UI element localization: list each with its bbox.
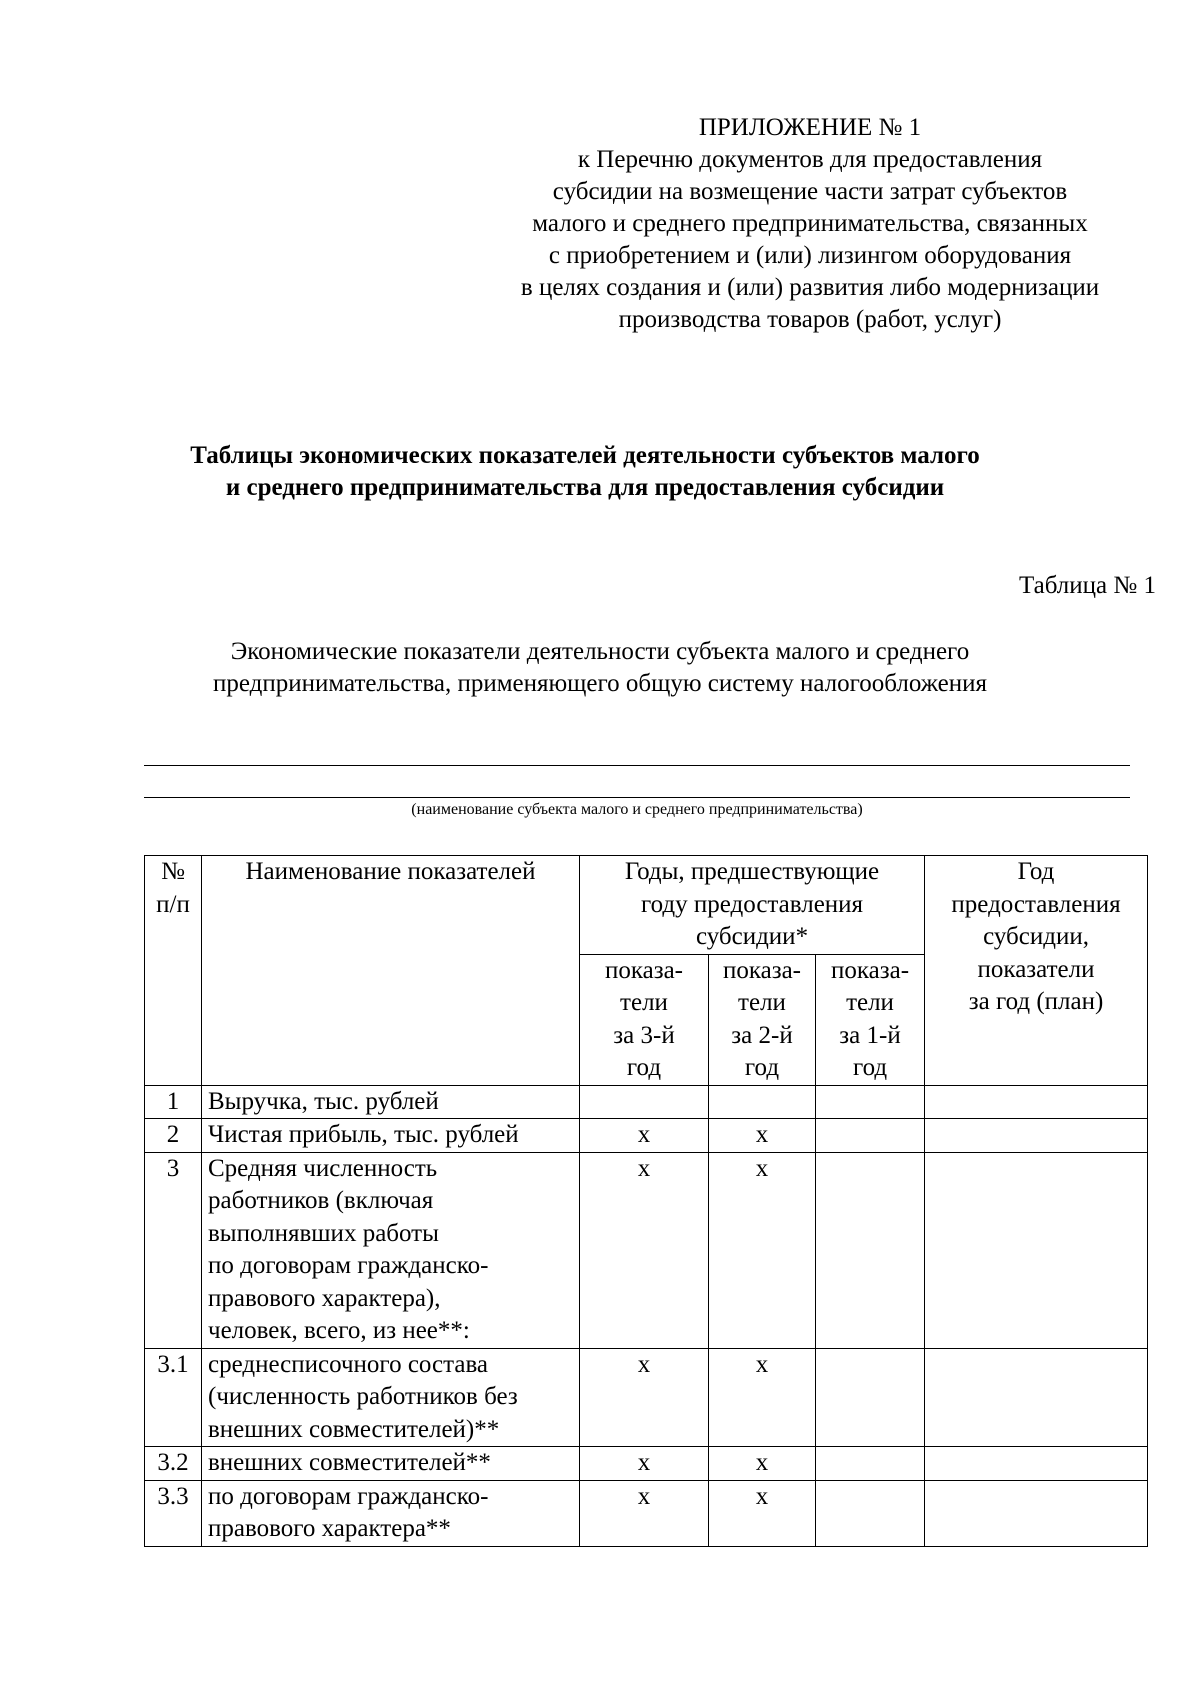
row-name: по договорам гражданско- правового характера**	[202, 1480, 580, 1546]
table-title-line: предпринимательства, применяющего общую систему налогообложения	[212, 670, 988, 697]
header-name: Наименование показателей	[202, 856, 580, 1086]
cell-year-2: х	[709, 1348, 816, 1447]
cell-year-1[interactable]	[816, 1447, 925, 1481]
cell-year-3: х	[580, 1447, 709, 1481]
row-num: 3.3	[145, 1480, 202, 1546]
row-num: 1	[145, 1085, 202, 1119]
header-year-3: показа- тели за 3-й год	[580, 954, 709, 1085]
cell-plan[interactable]	[925, 1480, 1148, 1546]
cell-plan[interactable]	[925, 1119, 1148, 1153]
table-title-line: Экономические показатели деятельности субъекта малого и среднего	[230, 638, 970, 665]
row-num: 2	[145, 1119, 202, 1153]
document-title-line: Таблицы экономических показателей деятельности субъектов малого	[190, 442, 980, 469]
cell-year-1[interactable]	[816, 1152, 925, 1348]
appendix-line: в целях создания и (или) развития либо модернизации	[520, 274, 1100, 301]
row-num: 3.1	[145, 1348, 202, 1447]
cell-year-1[interactable]	[816, 1085, 925, 1119]
appendix-line: к Перечню документов для предоставления	[577, 146, 1043, 173]
cell-year-2: х	[709, 1152, 816, 1348]
cell-plan[interactable]	[925, 1085, 1148, 1119]
table-row	[145, 1447, 1148, 1481]
table-row	[145, 1480, 1148, 1546]
row-name: Выручка, тыс. рублей	[202, 1085, 580, 1119]
entity-name-caption: (наименование субъекта малого и среднего предпринимательства)	[411, 801, 863, 818]
cell-plan[interactable]	[925, 1152, 1148, 1348]
appendix-title: ПРИЛОЖЕНИЕ № 1	[698, 114, 922, 141]
cell-year-2: х	[709, 1447, 816, 1481]
cell-year-3: х	[580, 1348, 709, 1447]
table-row	[145, 1119, 1148, 1153]
document-title-line: и среднего предпринимательства для предоставления субсидии	[225, 474, 945, 501]
appendix-header	[460, 112, 1160, 336]
cell-plan[interactable]	[925, 1447, 1148, 1481]
row-name: Чистая прибыль, тыс. рублей	[202, 1119, 580, 1153]
header-plan: Год предоставления субсидии, показатели за год (план)	[925, 856, 1148, 1086]
row-num: 3.2	[145, 1447, 202, 1481]
table-header-row	[145, 856, 1148, 955]
cell-year-2[interactable]	[709, 1085, 816, 1119]
document-title	[80, 440, 1090, 504]
cell-year-1[interactable]	[816, 1348, 925, 1447]
cell-year-2: х	[709, 1480, 816, 1546]
table-row	[145, 1085, 1148, 1119]
appendix-line: субсидии на возмещение части затрат субъектов	[552, 178, 1068, 205]
table-title	[100, 636, 1100, 700]
cell-year-3: х	[580, 1119, 709, 1153]
cell-year-3: х	[580, 1152, 709, 1348]
table-row	[145, 1152, 1148, 1348]
appendix-line: производства товаров (работ, услуг)	[618, 306, 1002, 333]
table-number: Таблица № 1	[1018, 572, 1156, 599]
cell-plan[interactable]	[925, 1348, 1148, 1447]
appendix-line: малого и среднего предпринимательства, связанных	[532, 210, 1088, 237]
row-name: внешних совместителей**	[202, 1447, 580, 1481]
appendix-line: с приобретением и (или) лизингом оборудования	[548, 242, 1072, 269]
row-name: среднесписочного состава (численность работников без внешних совместителей)**	[202, 1348, 580, 1447]
header-year-2: показа- тели за 2-й год	[709, 954, 816, 1085]
indicators-table	[144, 855, 1148, 1547]
header-num: № п/п	[145, 856, 202, 1086]
entity-name-fill-line	[144, 797, 1130, 798]
header-prev-years: Годы, предшествующие году предоставления субсидии*	[580, 856, 925, 955]
cell-year-2: х	[709, 1119, 816, 1153]
row-name: Средняя численность работников (включая выполнявших работы по договорам гражданско- правового характера), человек, всего, из нее**:	[202, 1152, 580, 1348]
cell-year-1[interactable]	[816, 1119, 925, 1153]
cell-year-3: х	[580, 1480, 709, 1546]
row-num: 3	[145, 1152, 202, 1348]
table-row	[145, 1348, 1148, 1447]
entity-name-fill-line	[144, 765, 1130, 766]
cell-year-1[interactable]	[816, 1480, 925, 1546]
header-year-1: показа- тели за 1-й год	[816, 954, 925, 1085]
cell-year-3[interactable]	[580, 1085, 709, 1119]
